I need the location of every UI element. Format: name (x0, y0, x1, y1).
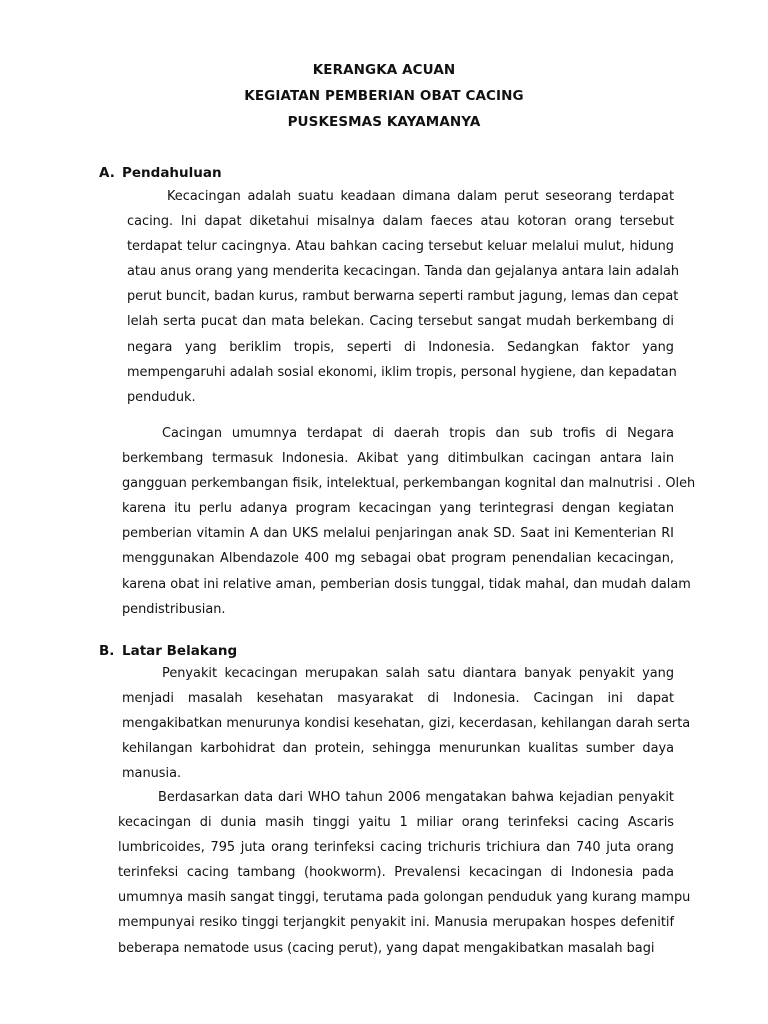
paragraph-line: karena itu perlu adanya program kecacingan yang terintegrasi dengan kegiatan (122, 501, 674, 517)
section-a-number: A. (99, 165, 115, 181)
paragraph-line: penduduk. (127, 389, 196, 405)
paragraph-line: kecacingan di dunia masih tinggi yaitu 1 miliar orang terinfeksi cacing Ascaris (118, 815, 674, 831)
section-a-paragraph-2 (122, 421, 696, 622)
section-b-number: B. (99, 643, 115, 659)
paragraph-line: Cacingan umumnya terdapat di daerah tropis dan sub trofis di Negara (162, 426, 674, 441)
paragraph-line: terdapat telur cacingnya. Atau bahkan cacing tersebut keluar melalui mulut, hidung (127, 239, 674, 255)
paragraph-line: cacing. Ini dapat diketahui misalnya dalam faeces atau kotoran orang tersebut (127, 214, 674, 230)
section-a-paragraph-1 (127, 184, 680, 410)
section-a-heading (99, 165, 222, 181)
paragraph-line: pendistribusian. (122, 601, 226, 617)
paragraph-line: mempunyai resiko tinggi terjangkit penyakit ini. Manusia merupakan hospes defenitif (118, 915, 674, 931)
section-a-title: Pendahuluan (122, 165, 222, 181)
paragraph-line: perut buncit, badan kurus, rambut berwarna seperti rambut jagung, lemas dan cepat (127, 289, 679, 305)
paragraph-line: Kecacingan adalah suatu keadaan dimana dalam perut seseorang terdapat (167, 189, 674, 204)
paragraph-line: berkembang termasuk Indonesia. Akibat yang ditimbulkan cacingan antara lain (122, 451, 674, 467)
paragraph-line: menjadi masalah kesehatan masyarakat di Indonesia. Cacingan ini dapat (122, 691, 674, 707)
paragraph-line: mempengaruhi adalah sosial ekonomi, iklim tropis, personal hygiene, dan kepadatan (127, 364, 677, 380)
paragraph-line: umumnya masih sangat tinggi, terutama pada golongan penduduk yang kurang mampu (118, 890, 691, 906)
paragraph-line: beberapa nematode usus (cacing perut), yang dapat mengakibatkan masalah bagi (118, 940, 655, 956)
paragraph-line: Berdasarkan data dari WHO tahun 2006 mengatakan bahwa kejadian penyakit (158, 790, 674, 805)
paragraph-line: lumbricoides, 795 juta orang terinfeksi cacing trichuris trichiura dan 740 juta orang (118, 840, 674, 856)
section-b-heading (99, 643, 237, 659)
paragraph-line: negara yang beriklim tropis, seperti di Indonesia. Sedangkan faktor yang (127, 339, 674, 355)
doc-title-line-3: PUSKESMAS KAYAMANYA (287, 114, 481, 130)
doc-title-line-1: KERANGKA ACUAN (312, 62, 456, 78)
paragraph-line: gangguan perkembangan fisik, intelektual, perkembangan kognital dan malnutrisi . Oleh (122, 476, 696, 492)
section-b-paragraph-1 (122, 661, 691, 786)
paragraph-line: terinfeksi cacing tambang (hookworm). Prevalensi kecacingan di Indonesia pada (118, 865, 674, 881)
paragraph-line: mengakibatkan menurunya kondisi kesehatan, gizi, kecerdasan, kehilangan darah serta (122, 716, 691, 732)
paragraph-line: pemberian vitamin A dan UKS melalui penjaringan anak SD. Saat ini Kementerian RI (122, 526, 674, 542)
paragraph-line: kehilangan karbohidrat dan protein, sehingga menurunkan kualitas sumber daya (122, 741, 674, 757)
doc-title-line-2: KEGIATAN PEMBERIAN OBAT CACING (244, 88, 524, 104)
section-b-title: Latar Belakang (122, 643, 238, 659)
paragraph-line: Penyakit kecacingan merupakan salah satu diantara banyak penyakit yang (162, 666, 674, 681)
paragraph-line: atau anus orang yang menderita kecacingan. Tanda dan gejalanya antara lain adalah (127, 264, 680, 280)
paragraph-line: karena obat ini relative aman, pemberian dosis tunggal, tidak mahal, dan mudah dalam (122, 576, 691, 592)
section-b-paragraph-2 (118, 785, 691, 961)
paragraph-line: lelah serta pucat dan mata belekan. Cacing tersebut sangat mudah berkembang di (127, 314, 674, 330)
paragraph-line: menggunakan Albendazole 400 mg sebagai obat program penendalian kecacingan, (122, 551, 674, 567)
paragraph-line: manusia. (122, 766, 182, 782)
